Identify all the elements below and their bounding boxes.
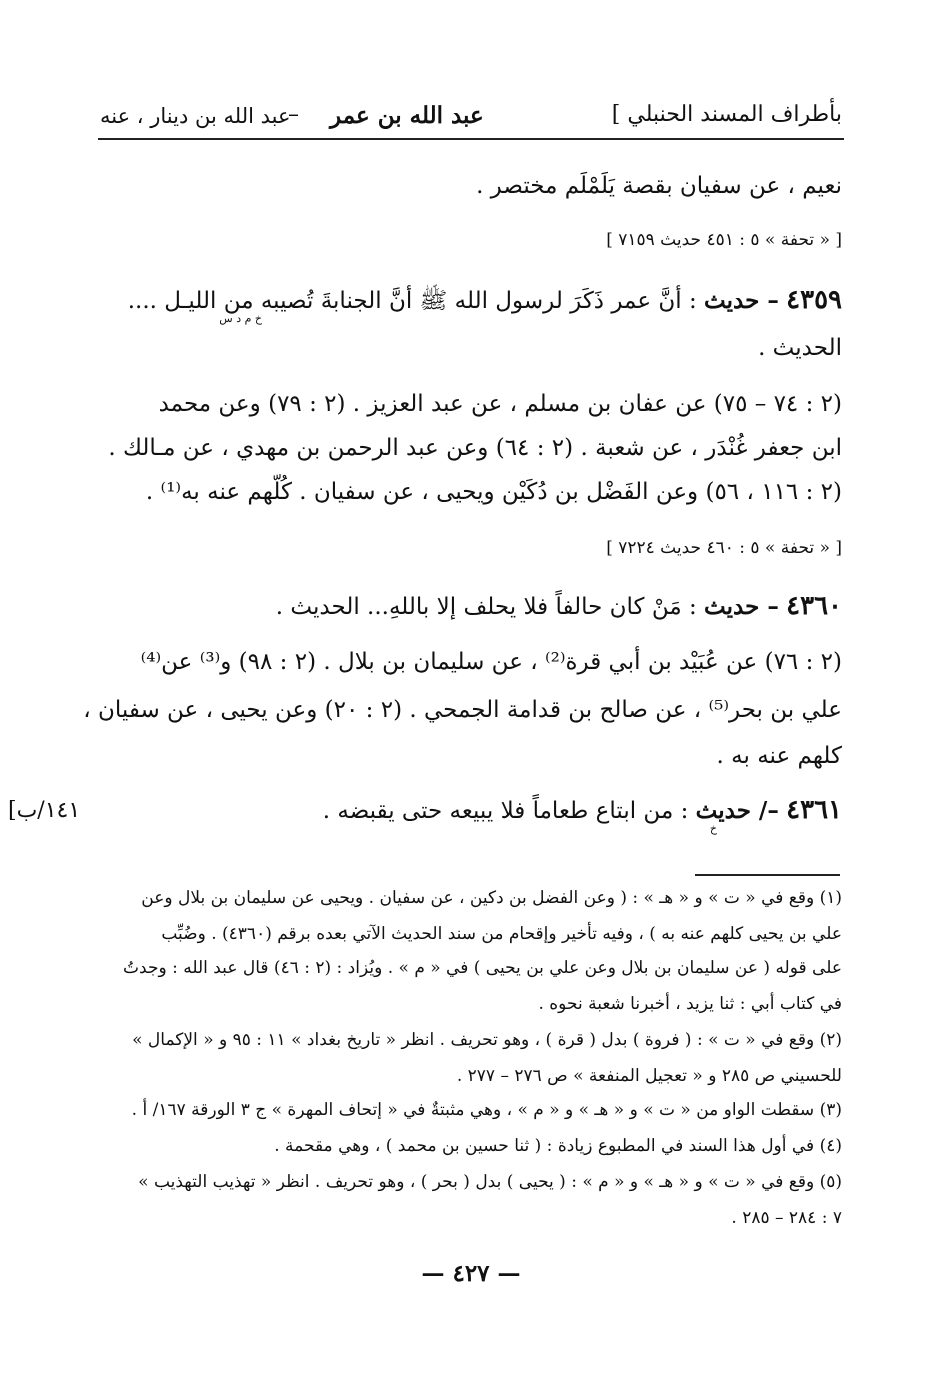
hadith-number: ٤٣٦٠ [786,591,842,621]
isnad-4360-line-1: (٢ : ٧٦) عن عُبَيْد بن أبي قرة⁽²⁾ ، عن سليمان بن بلال . (٢ : ٩٨) و⁽³⁾ عن⁽⁴⁾ [140,649,842,675]
footnote-separator [695,874,840,876]
footnote-1-line-2: علي بن يحيى كلهم عنه به ) ، وفيه تأخير وإقحام من سند الحديث الآتي بعده برقم (٤٣٦٠) . وضُبِّب [161,924,842,944]
tuhfa-reference-1: [ « تحفة » ٥ : ٤٥١ حديث ٧١٥٩ ] [606,230,842,250]
footnote-3: (٣) سقطت الواو من « ت » و « هـ » و « م » ، وهي مثبتةٌ في « إتحاف المهرة » ج ٣ الورقة ١٦٧/ أ . [131,1100,842,1120]
isnad-4359-line-3: (٢ : ١١٦ ، ٥٦) وعن الفَضْل بن دُكَيْن ويحيى ، عن سفيان . كُلّهم عنه به⁽¹⁾ . [145,479,842,505]
footnote-1-line-1: (١) وقع في « ت » و « هـ » : ( وعن الفضل بن دكين ، عن سفيان . ويحيى عن سليمان بن بلال وعن [141,888,842,908]
hadith-text: : أنَّ عمر ذَكَرَ لرسول الله ﷺ أنَّ الجنابةَ تُصيبه من الليـل .... [127,288,697,314]
footnote-2-line-2: للحسيني ص ٢٨٥ و « تعجيل المنفعة » ص ٢٧٦ – ٢٧٧ . [456,1066,842,1086]
hadith-keyword: – حديث [704,287,779,314]
hadith-number: ٤٣٥٩ [786,285,842,315]
hadith-4359-sigla: خ م د س [219,312,262,325]
isnad-4360-line-2: علي بن بحر⁽⁵⁾ ، عن صالح بن قدامة الجمحي . (٢ : ٢٠) وعن يحيى ، عن سفيان ، [83,697,842,723]
isnad-4360-line-3: كلهم عنه به . [716,743,842,769]
isnad-4359-line-1: (٢ : ٧٤ – ٧٥) عن عفان بن مسلم ، عن عبد العزيز . (٢ : ٧٩) وعن محمد [158,391,842,417]
hadith-text: : من ابتاع طعاماً فلا يبيعه حتى يقبضه . [322,798,689,824]
hadith-keyword: –/ حديث [695,797,779,824]
hadith-4359-line-2: الحديث . [758,335,842,361]
hadith-text: : مَنْ كان حالفاً فلا يحلف إلا باللهِ... الحديث . [275,594,697,620]
continuation-line: نعيم ، عن سفيان بقصة يَلَمْلَم مختصر . [476,173,842,199]
footnote-5-line-2: ٧ : ٢٨٤ – ٢٨٥ . [731,1208,842,1228]
hadith-4360-line [97,580,842,633]
header-chain: عبد الله بن دينار ، عنه [100,104,291,128]
isnad-4359-line-2: ابن جعفر غُنْدَر ، عن شعبة . (٢ : ٦٤) وعن عبد الرحمن بن مهدي ، عن مـالك . [108,435,842,461]
page-number: — ٤٢٧ — [421,1260,521,1287]
header-dash: – [288,102,299,127]
footnote-2-line-1: (٢) وقع في « ت » : ( فروة ) بدل ( قرة ) ، وهو تحريف . انظر « تاريخ بغداد » ١١ : ٩٥ و « الإكمال » [132,1030,842,1050]
footnote-1-line-4: في كتاب أبي : ثنا يزيد ، أخبرنا شعبة نحوه . [538,994,842,1014]
hadith-number: ٤٣٦١ [786,795,842,825]
header-rule [98,138,844,140]
tuhfa-reference-2: [ « تحفة » ٥ : ٤٦٠ حديث ٧٢٢٤ ] [606,538,842,558]
footnote-5-line-1: (٥) وقع في « ت » و « هـ » و « م » : ( يحيى ) بدل ( بحر ) ، وهو تحريف . انظر « تهذيب التهذيب » [138,1172,842,1192]
header-book-title: بأطراف المسند الحنبلي ] [611,102,842,127]
manuscript-folio-marker: [١٤١/ب [8,798,81,823]
hadith-keyword: – حديث [704,593,779,620]
footnote-1-line-3: على قوله ( عن سليمان بن بلال وعن علي بن يحيى ) في « م » . ويُزاد : (٢ : ٤٦) قال عبد الله : وجدتُ [123,958,842,978]
hadith-4361-line [97,784,842,837]
footnote-4: (٤) في أول هذا السند في المطبوع زيادة : ( ثنا حسين بن محمد ) ، وهي مقحمة . [274,1136,842,1156]
header-narrator: عبد الله بن عمر [330,102,484,129]
hadith-4359-line [97,274,842,327]
hadith-4361-sigla: خ [709,822,717,835]
